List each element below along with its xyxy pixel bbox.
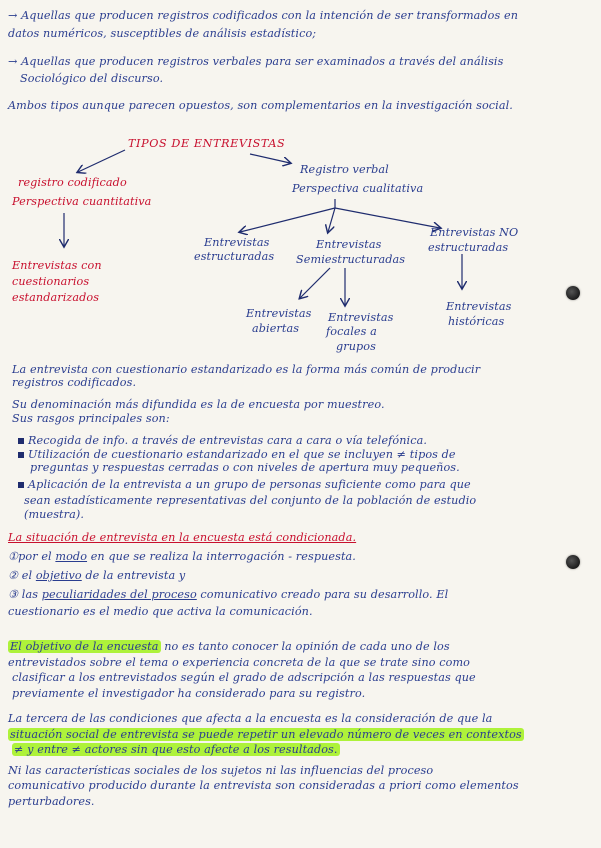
bullet-icon xyxy=(18,438,24,444)
sub-node-label: Entrevistas xyxy=(328,311,394,324)
intro-line: → Aquellas que producen registros verbales para ser examinados a través del análisis xyxy=(8,55,504,68)
bullet-item-cont: sean estadísticamente representativas del conjunto de la población de estudio xyxy=(24,494,477,507)
left-child-label: estandarizados xyxy=(12,291,100,304)
child-node-label: estructuradas xyxy=(428,241,509,254)
highlighted-text: situación social de entrevista se puede repetir un elevado número de veces en contextos xyxy=(10,728,522,741)
sub-node-label: abiertas xyxy=(252,322,300,335)
red-heading: La situación de entrevista en la encuesta está condicionada. xyxy=(8,531,357,544)
condition-item-cont: cuestionario es el medio que activa la comunicación. xyxy=(8,605,313,618)
intro-line: Ambos tipos aunque parecen opuestos, son complementarios en la investigación social. xyxy=(8,99,513,112)
child-node-label: Entrevistas xyxy=(316,238,382,251)
condition-item: ③ las peculiaridades del proceso comunicativo creado para su desarrollo. El xyxy=(8,588,449,601)
body-line: clasificar a los entrevistados según el grado de adscripción a las respuestas que xyxy=(12,671,476,684)
sub-node-label: Entrevistas xyxy=(446,300,512,313)
left-child-label: Entrevistas con xyxy=(12,259,102,272)
body-line xyxy=(8,728,524,741)
body-line: comunicativo producido durante la entrevista son consideradas a priori como elementos xyxy=(8,779,519,792)
right-node-label: Registro verbal xyxy=(300,163,389,176)
body-line: Su denominación más difundida es la de encuesta por muestreo. xyxy=(12,398,385,411)
body-line: Ni las características sociales de los sujetos ni las influencias del proceso xyxy=(8,764,434,777)
sub-node-label: Entrevistas xyxy=(246,307,312,320)
intro-line: Sociológico del discurso. xyxy=(20,72,164,85)
bullet-icon xyxy=(18,482,24,488)
child-node-label: Entrevistas xyxy=(204,236,270,249)
condition-item: ② el objetivo de la entrevista y xyxy=(8,569,186,582)
arrow-to-right xyxy=(250,154,290,163)
child-node-label: estructuradas xyxy=(194,250,275,263)
bullet-item-cont: (muestra). xyxy=(24,508,84,521)
body-line: entrevistados sobre el tema o experiencia concreta de la que se trate sino como xyxy=(8,656,470,669)
bullet-item: Utilización de cuestionario estandarizado en el que se incluyen ≠ tipos de xyxy=(18,448,456,461)
bullet-item: Recogida de info. a través de entrevistas cara a cara o vía telefónica. xyxy=(18,434,427,447)
arrow-to-left xyxy=(78,150,125,172)
highlighted-text: El objetivo de la encuesta xyxy=(10,640,159,653)
body-line xyxy=(12,743,340,756)
left-node-label: Perspectiva cuantitativa xyxy=(12,195,152,208)
body-line: perturbadores. xyxy=(8,795,95,808)
bullet-item: Aplicación de la entrevista a un grupo de personas suficiente como para que xyxy=(18,478,471,491)
body-line: registros codificados. xyxy=(12,376,137,389)
bullet-item-cont: preguntas y respuestas cerradas o con niveles de apertura muy pequeños. xyxy=(30,461,460,474)
right-node-label: Perspectiva cualitativa xyxy=(292,182,424,195)
condition-item: ①por el modo en que se realiza la interrogación - respuesta. xyxy=(8,550,356,563)
body-line: La tercera de las condiciones que afecta a la encuesta es la consideración de que la xyxy=(8,712,493,725)
left-node-label: registro codificado xyxy=(18,176,127,189)
sub-node-label: grupos xyxy=(336,340,376,353)
body-line: previamente el investigador ha considerado para su registro. xyxy=(12,687,366,700)
intro-line: → Aquellas que producen registros codificados con la intención de ser transformados en xyxy=(8,9,519,22)
diagram-title: TIPOS DE ENTREVISTAS xyxy=(128,137,286,150)
sub-node-label: históricas xyxy=(448,315,505,328)
child-node-label: Entrevistas NO xyxy=(430,226,519,239)
body-line: El objetivo de la encuesta no es tanto conocer la opinión de cada uno de los xyxy=(10,640,450,653)
bullet-icon xyxy=(18,452,24,458)
left-child-label: cuestionarios xyxy=(12,275,90,288)
sub-node-label: focales a xyxy=(326,325,377,338)
body-line: La entrevista con cuestionario estandarizado es la forma más común de producir xyxy=(12,363,481,376)
intro-line: datos numéricos, susceptibles de análisis estadístico; xyxy=(8,27,317,40)
body-line: Sus rasgos principales son: xyxy=(12,412,170,425)
highlighted-text: ≠ y entre ≠ actores sin que esto afecte a los resultados. xyxy=(14,743,338,756)
child-node-label: Semiestructuradas xyxy=(296,253,406,266)
